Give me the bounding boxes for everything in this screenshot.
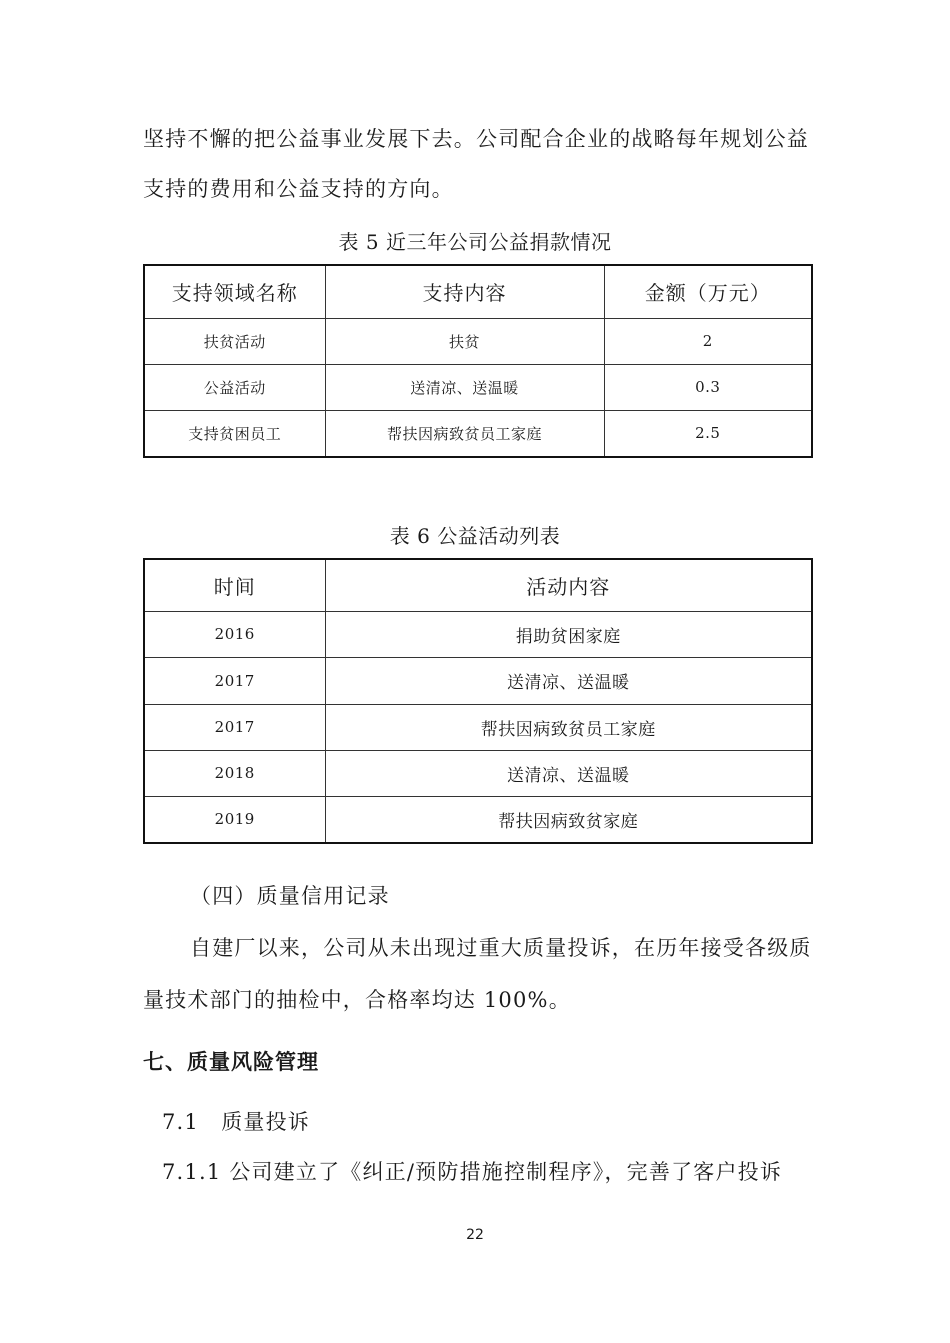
table-row — [144, 750, 812, 796]
table5-header-cell: 金额（万元） — [604, 265, 812, 318]
table-cell: 送清凉、送温暖 — [325, 364, 604, 410]
table-cell: 扶贫活动 — [144, 318, 325, 364]
table6-caption: 表 6 公益活动列表 — [389, 524, 561, 548]
table5-caption: 表 5 近三年公司公益捐款情况 — [338, 230, 612, 254]
intro-paragraph-line-1: 坚持不懈的把公益事业发展下去。公司配合企业的战略每年规划公益 — [143, 127, 809, 151]
table-cell: 2019 — [144, 796, 325, 843]
table-cell: 扶贫 — [325, 318, 604, 364]
table-cell: 2 — [604, 318, 812, 364]
table-row — [144, 704, 812, 750]
table-cell: 送清凉、送温暖 — [325, 657, 812, 704]
table-cell: 公益活动 — [144, 364, 325, 410]
intro-paragraph-line-2: 支持的费用和公益支持的方向。 — [143, 177, 454, 201]
section7-1-1-paragraph: 7.1.1 公司建立了《纠正/预防措施控制程序》，完善了客户投诉 — [162, 1160, 783, 1184]
section7-heading: 七、质量风险管理 — [143, 1049, 319, 1074]
table6-header-row — [144, 559, 812, 611]
table-row — [144, 410, 812, 457]
table5-header-cell: 支持内容 — [325, 265, 604, 318]
table-row — [144, 796, 812, 843]
quality-credit-line-2: 量技术部门的抽检中，合格率均达 100%。 — [143, 988, 571, 1012]
table-cell: 2017 — [144, 704, 325, 750]
table6-header-cell: 活动内容 — [325, 559, 812, 611]
table5-header-row — [144, 265, 812, 318]
table6-activities — [143, 558, 813, 844]
table-row — [144, 318, 812, 364]
table-cell: 帮扶因病致贫家庭 — [325, 796, 812, 843]
table5-header-cell: 支持领域名称 — [144, 265, 325, 318]
table-cell: 送清凉、送温暖 — [325, 750, 812, 796]
table-cell: 0.3 — [604, 364, 812, 410]
section7-1-heading: 7.1 质量投诉 — [162, 1110, 310, 1134]
table-cell: 2.5 — [604, 410, 812, 457]
quality-credit-line-1: 自建厂以来，公司从未出现过重大质量投诉，在历年接受各级质 — [190, 936, 812, 960]
table-cell: 帮扶因病致贫员工家庭 — [325, 410, 604, 457]
table-cell: 2016 — [144, 611, 325, 657]
table-cell: 2018 — [144, 750, 325, 796]
table-row — [144, 657, 812, 704]
quality-credit-heading: （四）质量信用记录 — [190, 884, 390, 908]
page-number: 22 — [466, 1227, 484, 1243]
table-cell: 2017 — [144, 657, 325, 704]
table-cell: 帮扶因病致贫员工家庭 — [325, 704, 812, 750]
table-cell: 捐助贫困家庭 — [325, 611, 812, 657]
table5-donations — [143, 264, 813, 458]
table6-header-cell: 时间 — [144, 559, 325, 611]
table-row — [144, 611, 812, 657]
table-row — [144, 364, 812, 410]
table-cell: 支持贫困员工 — [144, 410, 325, 457]
